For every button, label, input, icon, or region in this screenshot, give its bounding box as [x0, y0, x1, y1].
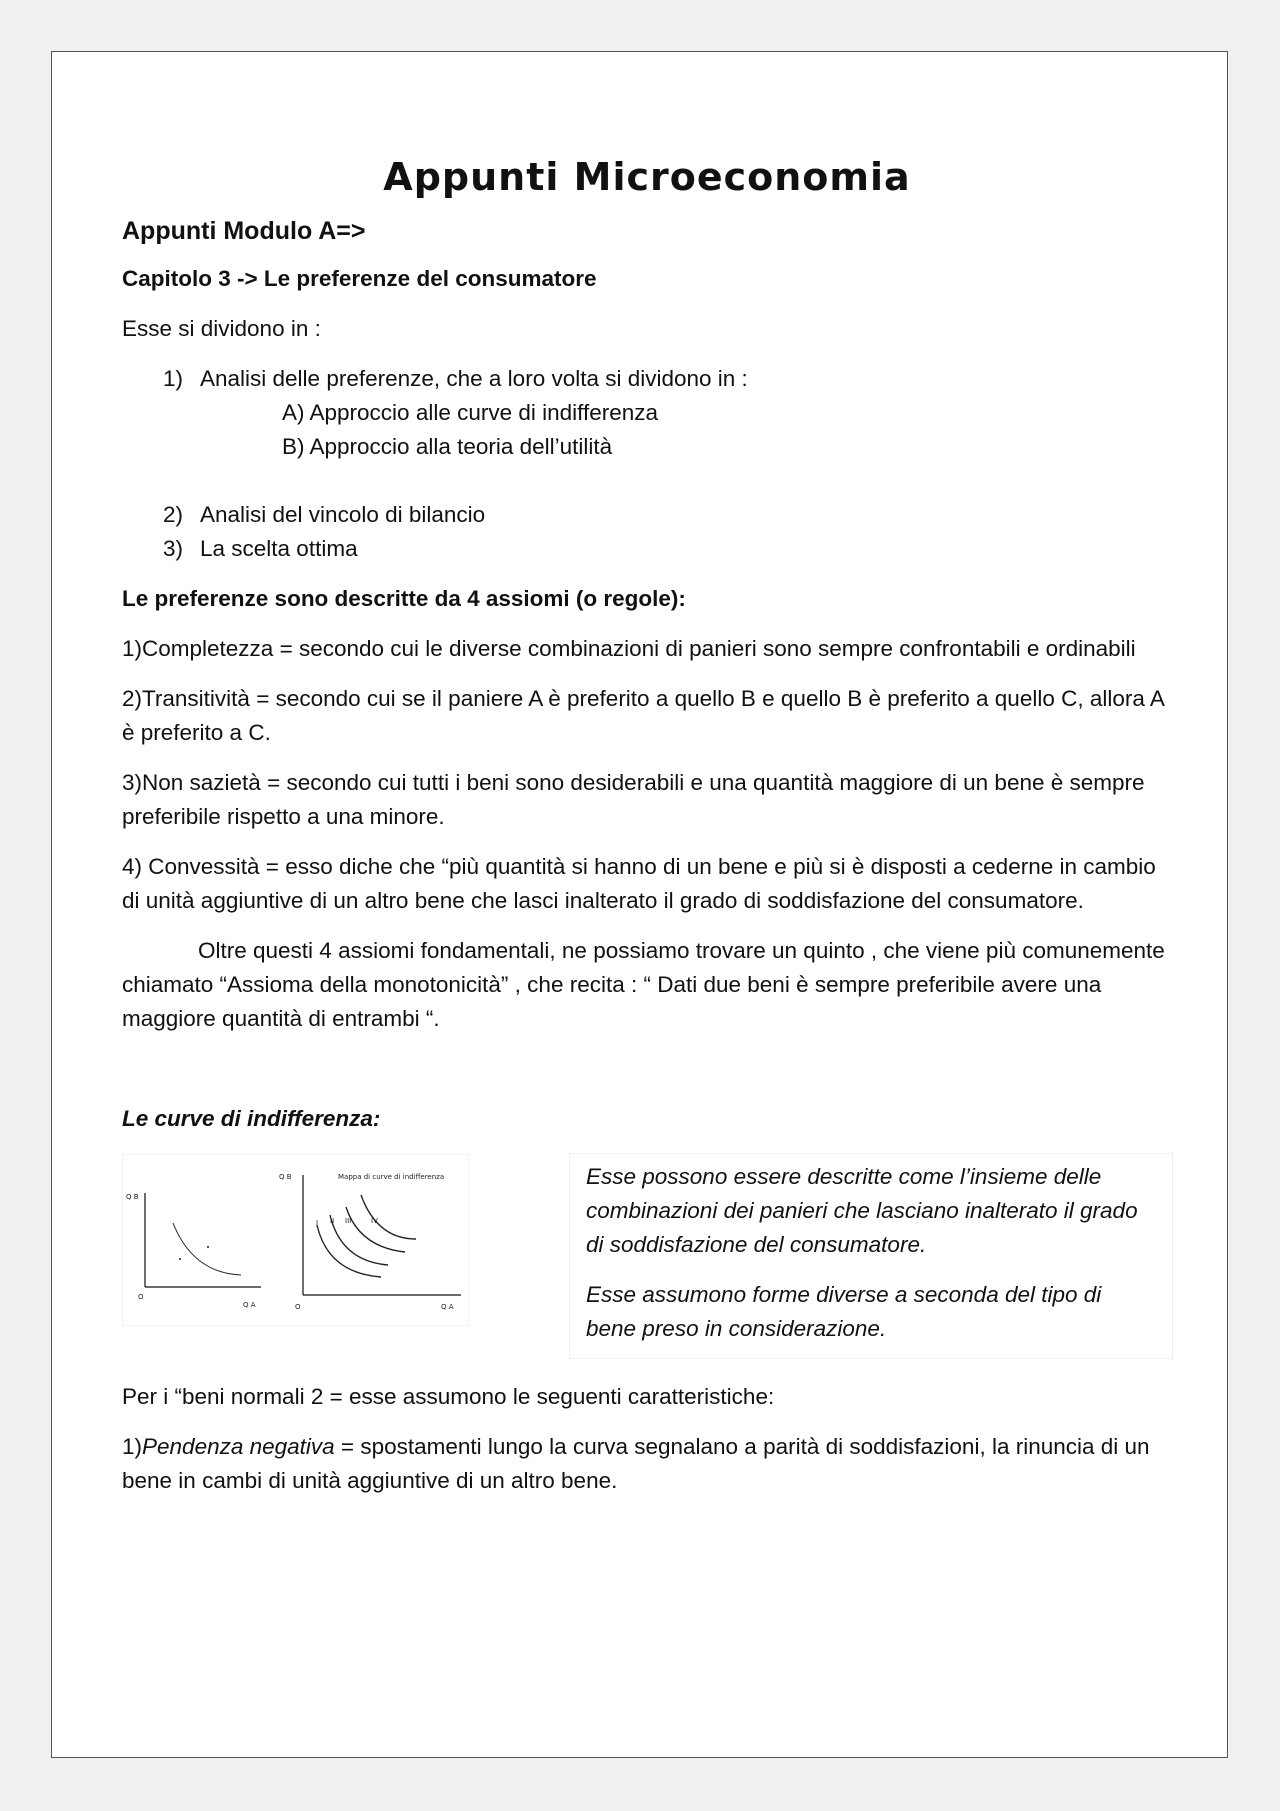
indifference-curve-iii: [346, 1207, 405, 1252]
definition-box: [570, 1154, 1172, 1358]
fifth-axiom-paragraph: Oltre questi 4 assiomi fondamentali, ne possiamo trovare un quinto , che viene più comunemente chiamato “Assioma della monotonicità” , che recita : “ Dati due beni è sempre preferibile avere una maggiore quantità di entrambi “.: [122, 938, 1165, 1031]
definition-text: Esse possono essere descritte come l’insieme delle combinazioni dei panieri che lasciano inalterato il grado di soddisfazione del consumatore.: [586, 1164, 1138, 1257]
document-content: [122, 152, 1172, 1514]
axiom-convexity: 4) Convessità = esso diche che “più quantità si hanno di un bene e più si è disposti a cederne in cambio di unità aggiuntive di un altro bene che lasci inalterato il grado di soddisfazione del consumatore.: [122, 854, 1156, 913]
left-bundle-point: [179, 1258, 181, 1260]
left-y-label: Q B: [126, 1193, 139, 1201]
negative-slope-term: Pendenza negativa: [142, 1434, 335, 1459]
left-indifference-curve: [173, 1223, 241, 1275]
list-number: 2): [162, 502, 183, 527]
indifference-curve-iv: [361, 1195, 416, 1239]
curve-label-iv: IV: [371, 1217, 378, 1225]
list-text: La scelta ottima: [200, 536, 358, 561]
left-x-label: Q A: [243, 1301, 256, 1309]
curve-label-iii: III: [345, 1217, 352, 1225]
curve-label-ii: II: [330, 1217, 335, 1225]
negative-slope-number: 1): [122, 1434, 143, 1459]
indifference-curves-svg: [123, 1155, 468, 1325]
analysis-list: [122, 362, 1172, 396]
axiom-transitivity: 2)Transitività = secondo cui se il paniere A è preferito a quello B e quello B è preferito a quello C, allora A è preferito a C.: [122, 686, 1164, 745]
sublist-item: A) Approccio alle curve di indifferenza: [282, 400, 659, 425]
negative-slope-text: = spostamenti lungo la curva segnalano a parità di soddisfazioni, la rinuncia di un bene in cambi di unità aggiuntive di un altro bene.: [122, 1434, 1150, 1493]
approach-sublist: [282, 396, 1172, 464]
analysis-list-continued: [122, 498, 1172, 566]
normal-goods-paragraph: Per i “beni normali 2 = esse assumono le seguenti caratteristiche:: [122, 1384, 775, 1409]
curves-heading: Le curve di indifferenza:: [122, 1106, 381, 1131]
page-title: Appunti Microeconomia: [383, 155, 911, 199]
list-text: Analisi del vincolo di bilancio: [200, 502, 486, 527]
list-text: Analisi delle preferenze, che a loro volta si dividono in :: [200, 366, 748, 391]
left-bundle-point: [207, 1246, 209, 1248]
list-item: [122, 532, 1172, 566]
figure-row: [122, 1154, 1172, 1358]
indifference-curves-figure: [122, 1154, 469, 1326]
list-number: 1): [162, 366, 183, 391]
spacer: [122, 1052, 1172, 1102]
module-heading: Appunti Modulo A=>: [122, 217, 366, 245]
left-origin-label: O: [138, 1293, 144, 1301]
axiom-non-satiety: 3)Non sazietà = secondo cui tutti i beni sono desiderabili e una quantità maggiore di un bene è sempre preferibile rispetto a una minore.: [122, 770, 1145, 829]
sublist-item: B) Approccio alla teoria dell’utilità: [282, 434, 613, 459]
document-page: [51, 51, 1228, 1758]
right-y-label: Q B: [279, 1173, 292, 1181]
list-item: [122, 362, 1172, 396]
indifference-curve-i: [317, 1225, 381, 1277]
negative-slope-paragraph: [122, 1430, 1172, 1498]
indifference-curve-ii: [330, 1215, 388, 1265]
right-figure-title: Mappa di curve di indifferenza: [338, 1173, 445, 1181]
chapter-heading: Capitolo 3 -> Le preferenze del consumatore: [122, 266, 597, 291]
curve-label-i: I: [316, 1219, 319, 1227]
axioms-heading: Le preferenze sono descritte da 4 assiomi (o regole):: [122, 586, 686, 611]
list-item: [122, 498, 1172, 532]
intro-text: Esse si dividono in :: [122, 316, 321, 341]
right-x-label: Q A: [441, 1303, 454, 1311]
right-origin-label: O: [295, 1303, 301, 1311]
list-number: 3): [162, 536, 183, 561]
axiom-completeness: 1)Completezza = secondo cui le diverse combinazioni di panieri sono sempre confrontabili e ordinabili: [122, 636, 1136, 661]
definition-text: Esse assumono forme diverse a seconda del tipo di bene preso in considerazione.: [586, 1282, 1102, 1341]
